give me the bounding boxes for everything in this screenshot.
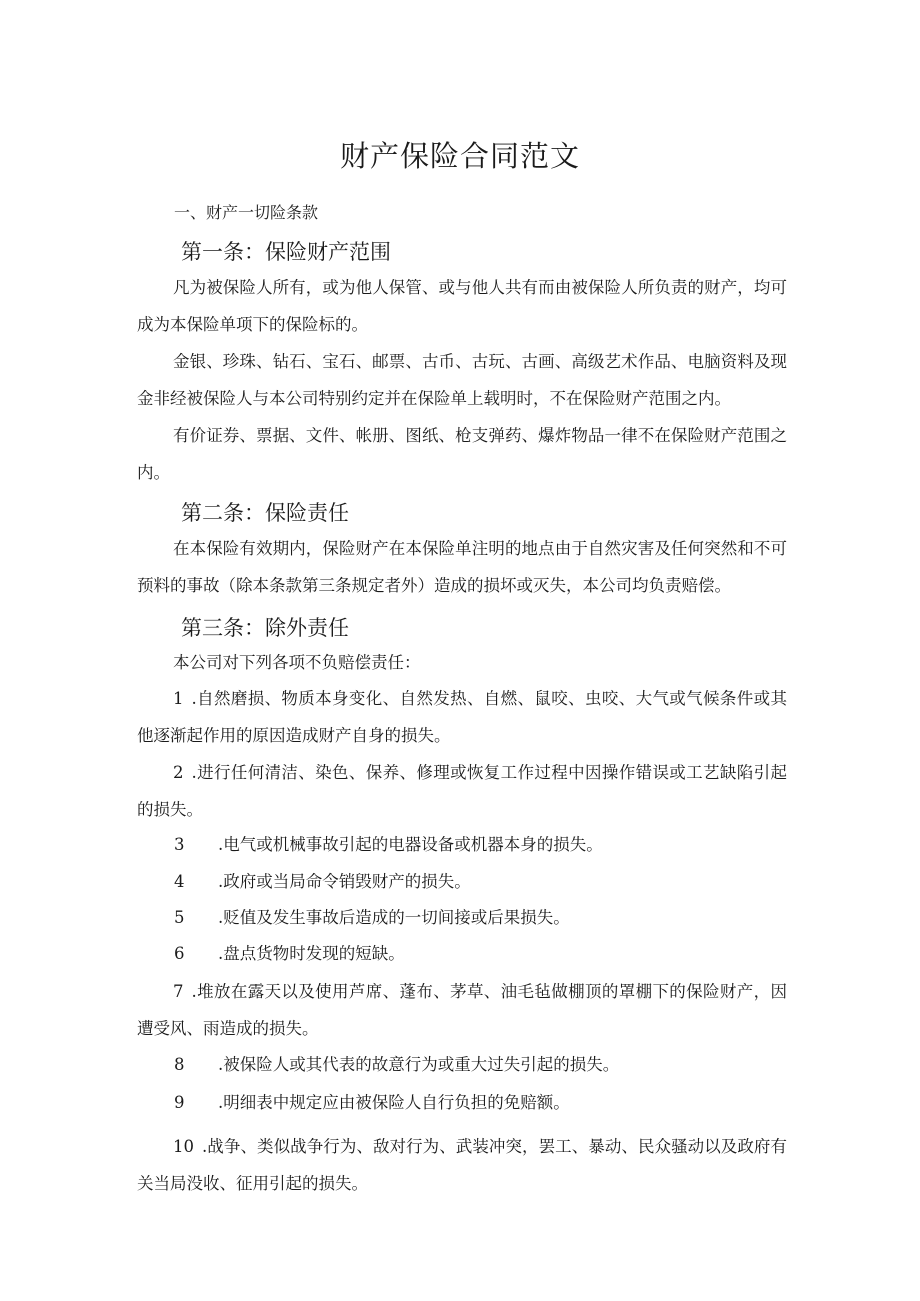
exclusion-item-6-number: 6 — [174, 944, 185, 963]
exclusion-item-5-text: .贬值及发生事故后造成的一切间接或后果损失。 — [218, 908, 570, 927]
exclusion-item-2-text: .进行任何清洁、染色、保养、修理或恢复工作过程中因操作错误或工艺缺陷引起的损失。 — [137, 763, 787, 819]
exclusion-item-1-text: .自然磨损、物质本身变化、自然发热、自燃、鼠咬、虫咬、大气或气候条件或其他逐渐起作用的原因造成财产自身的损失。 — [137, 689, 787, 745]
exclusion-item-9-text: .明细表中规定应由被保险人自行负担的免赔额。 — [218, 1093, 570, 1112]
document-title: 财产保险合同范文 — [339, 139, 580, 173]
exclusion-item-10-number: 10 — [173, 1137, 194, 1156]
exclusion-item-8 — [174, 1046, 794, 1083]
exclusion-item-5 — [174, 899, 794, 936]
exclusion-item-8-text: .被保险人或其代表的故意行为或重大过失引起的损失。 — [218, 1055, 620, 1074]
exclusion-item-10 — [137, 1128, 787, 1202]
exclusion-item-3-text: .电气或机械事故引起的电器设备或机器本身的损失。 — [218, 835, 603, 854]
exclusion-item-3 — [174, 826, 794, 863]
article-3-heading: 第三条：除外责任 — [181, 616, 349, 640]
exclusion-item-8-number: 8 — [174, 1055, 185, 1074]
exclusion-item-9 — [174, 1084, 794, 1121]
article-3-intro: 本公司对下列各项不负赔偿责任： — [173, 653, 421, 672]
exclusion-item-2 — [137, 754, 787, 828]
exclusion-item-7 — [137, 973, 787, 1047]
article-2-paragraph-1: 在本保险有效期内，保险财产在本保险单注明的地点由于自然灾害及任何突然和不可预料的事故（除本条款第三条规定者外）造成的损坏或灭失，本公司均负责赔偿。 — [137, 539, 787, 595]
exclusion-item-5-number: 5 — [174, 908, 185, 927]
exclusion-item-1 — [137, 680, 787, 754]
article-1-heading: 第一条：保险财产范围 — [181, 240, 391, 264]
exclusion-item-4-text: .政府或当局命令销毁财产的损失。 — [218, 872, 471, 891]
exclusion-item-7-text: .堆放在露天以及使用芦席、蓬布、茅草、油毛毡做棚顶的罩棚下的保险财产，因遭受风、雨造成的损失。 — [137, 982, 787, 1038]
article-1-paragraph-3: 有价证券、票据、文件、帐册、图纸、枪支弹药、爆炸物品一律不在保险财产范围之内。 — [137, 426, 787, 482]
exclusion-item-3-number: 3 — [174, 835, 185, 854]
exclusion-item-7-number: 7 — [173, 982, 184, 1001]
section-heading: 一、财产一切险条款 — [174, 203, 319, 222]
exclusion-item-4-number: 4 — [174, 872, 185, 891]
exclusion-item-1-number: 1 — [173, 689, 184, 708]
exclusion-item-2-number: 2 — [173, 763, 184, 782]
exclusion-item-9-number: 9 — [174, 1093, 185, 1112]
exclusion-item-6-text: .盘点货物时发现的短缺。 — [218, 944, 405, 963]
article-1-paragraph-1: 凡为被保险人所有，或为他人保管、或与他人共有而由被保险人所负责的财产，均可成为本保险单项下的保险标的。 — [137, 278, 787, 334]
exclusion-item-6 — [174, 935, 794, 972]
article-2-heading: 第二条：保险责任 — [181, 501, 349, 525]
exclusion-item-4 — [174, 863, 794, 900]
exclusion-item-10-text: .战争、类似战争行为、敌对行为、武装冲突，罢工、暴动、民众骚动以及政府有关当局没收、征用引起的损失。 — [137, 1137, 787, 1193]
article-1-paragraph-2: 金银、珍珠、钻石、宝石、邮票、古币、古玩、古画、高级艺术作品、电脑资料及现金非经被保险人与本公司特别约定并在保险单上载明时，不在保险财产范围之内。 — [137, 352, 787, 408]
